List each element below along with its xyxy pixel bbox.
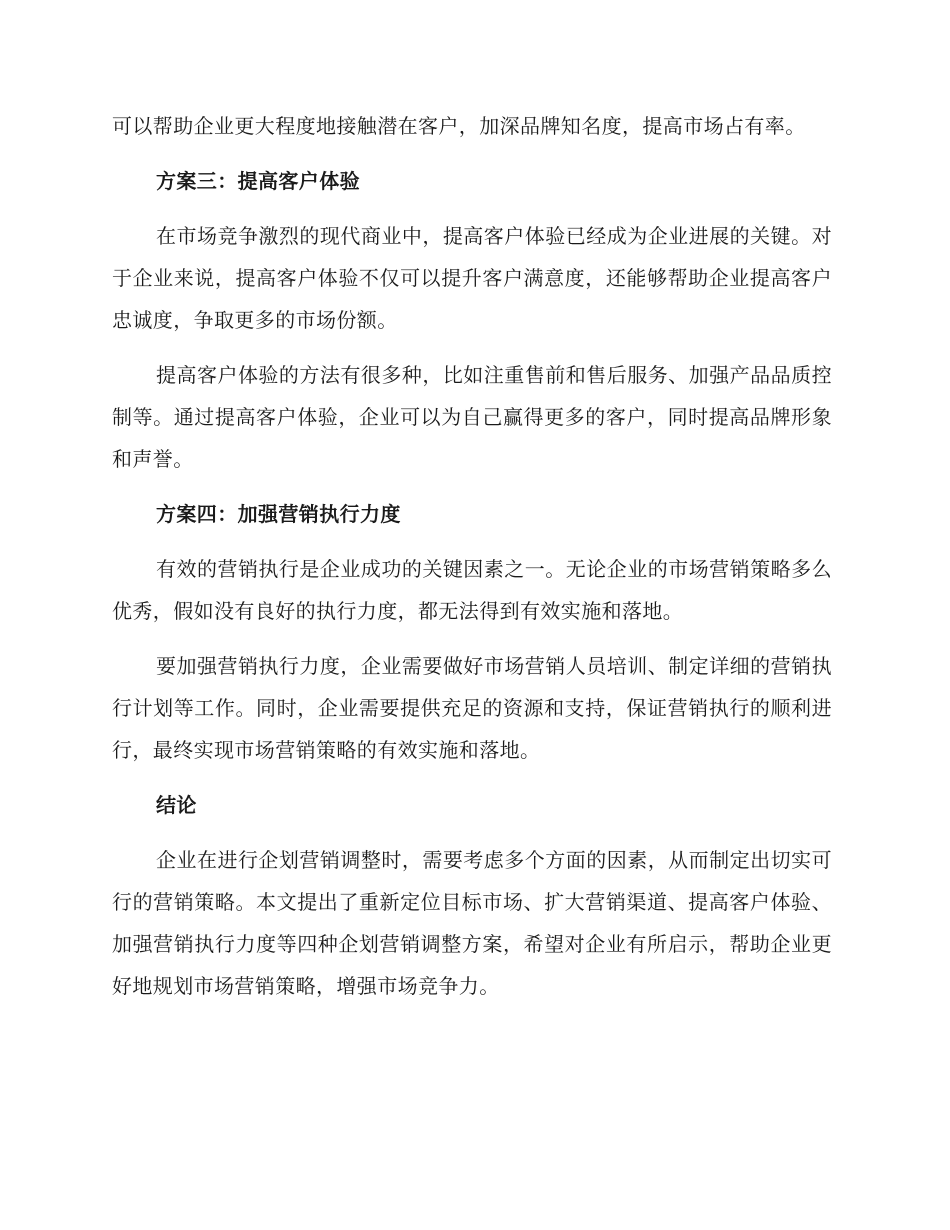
section-heading-plan-four: 方案四：加强营销执行力度 [156,502,401,526]
paragraph: 在市场竞争激烈的现代商业中，提高客户体验已经成为企业进展的关键。对于企业来说，提高客户体验不仅可以提升客户满意度，还能够帮助企业提高客户忠诚度，争取更多的市场份额。 [112,224,832,332]
paragraph-continued: 可以帮助企业更大程度地接触潜在客户，加深品牌知名度，提高市场占有率。 [112,114,806,138]
document-body [112,105,832,1020]
section-heading-conclusion: 结论 [156,793,197,817]
paragraph: 要加强营销执行力度，企业需要做好市场营销人员培训、制定详细的营销执行计划等工作。同时，企业需要提供充足的资源和支持，保证营销执行的顺利进行，最终实现市场营销策略的有效实施和落地。 [112,654,832,762]
paragraph: 提高客户体验的方法有很多种，比如注重售前和售后服务、加强产品品质控制等。通过提高客户体验，企业可以为自己赢得更多的客户，同时提高品牌形象和声誉。 [112,363,832,471]
paragraph: 有效的营销执行是企业成功的关键因素之一。无论企业的市场营销策略多么优秀，假如没有良好的执行力度，都无法得到有效实施和落地。 [112,557,832,623]
section-heading-plan-three: 方案三：提高客户体验 [156,169,360,193]
paragraph: 企业在进行企划营销调整时，需要考虑多个方面的因素，从而制定出切实可行的营销策略。本文提出了重新定位目标市场、扩大营销渠道、提高客户体验、加强营销执行力度等四种企划营销调整方案，希望对企业有所启示，帮助企业更好地规划市场营销策略，增强市场竞争力。 [112,848,832,998]
